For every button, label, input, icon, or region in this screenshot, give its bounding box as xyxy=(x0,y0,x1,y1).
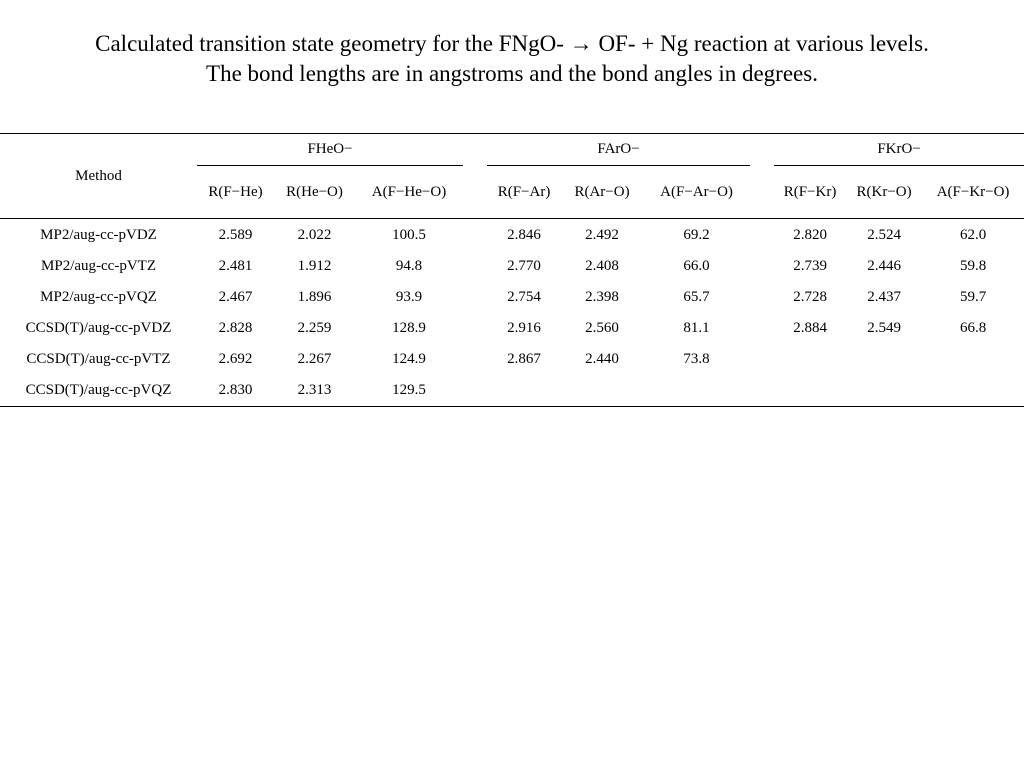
value-cell: 81.1 xyxy=(683,320,710,336)
method-cell: MP2/aug-cc-pVQZ xyxy=(40,289,157,305)
value-cell: 69.2 xyxy=(683,226,710,243)
value-cell: 2.524 xyxy=(867,226,901,243)
table-row xyxy=(0,313,1024,344)
value-cell: 2.916 xyxy=(507,320,541,336)
value-cell xyxy=(561,375,643,407)
table-row xyxy=(0,282,1024,313)
caption-line-1: Calculated transition state geometry for the FNgO- → OF- + Ng reaction at various levels. xyxy=(95,31,929,56)
col-header-r-kr-o: R(Kr−O) xyxy=(846,166,922,219)
value-cell: 2.828 xyxy=(218,320,253,336)
table-caption xyxy=(0,29,1024,89)
group-spacer xyxy=(463,344,487,375)
value-cell: 59.7 xyxy=(959,289,987,305)
value-cell: 59.8 xyxy=(959,258,987,274)
group-header-fkro: FKrO− xyxy=(774,134,1024,166)
col-header-r-f-ar: R(F−Ar) xyxy=(487,166,561,219)
value-cell: 129.5 xyxy=(355,375,463,407)
group-header-fheo: FHeO− xyxy=(197,134,463,166)
value-cell: 2.549 xyxy=(867,320,901,336)
value-cell: 2.692 xyxy=(218,351,253,367)
value-cell: 1.912 xyxy=(297,258,332,274)
caption-line-2: The bond lengths are in angstroms and the bond angles in degrees. xyxy=(206,61,818,86)
col-header-r-f-he: R(F−He) xyxy=(197,166,274,219)
value-cell: 2.492 xyxy=(585,226,619,243)
value-cell: 73.8 xyxy=(683,351,710,367)
group-spacer xyxy=(750,134,774,166)
value-cell: 1.896 xyxy=(297,289,332,305)
value-cell: 2.560 xyxy=(585,320,619,336)
group-spacer xyxy=(463,313,487,344)
col-header-r-he-o: R(He−O) xyxy=(274,166,355,219)
value-cell: 2.267 xyxy=(297,351,332,367)
geometry-table xyxy=(0,133,1024,407)
value-cell: 93.9 xyxy=(395,289,423,305)
group-spacer xyxy=(750,251,774,282)
table-row xyxy=(0,344,1024,375)
value-cell xyxy=(922,375,1024,407)
value-cell: 124.9 xyxy=(392,351,426,367)
group-spacer xyxy=(463,219,487,252)
method-cell: CCSD(T)/aug-cc-pVTZ xyxy=(26,351,171,367)
table-row xyxy=(0,375,1024,407)
group-spacer xyxy=(750,282,774,313)
value-cell: 65.7 xyxy=(683,289,710,305)
value-cell xyxy=(846,375,922,407)
value-cell: 2.467 xyxy=(218,289,253,305)
value-cell: 2.884 xyxy=(793,320,827,336)
value-cell: 2.481 xyxy=(218,258,253,274)
group-spacer xyxy=(750,313,774,344)
col-header-a-f-kr-o: A(F−Kr−O) xyxy=(922,166,1024,219)
table-row xyxy=(0,219,1024,252)
value-cell: 2.867 xyxy=(507,351,541,367)
value-cell: 2.022 xyxy=(297,226,332,243)
value-cell: 66.8 xyxy=(959,320,987,336)
group-header-faro: FArO− xyxy=(487,134,750,166)
value-cell: 2.313 xyxy=(274,375,355,407)
method-cell: CCSD(T)/aug-cc-pVDZ xyxy=(25,320,172,336)
group-spacer xyxy=(463,251,487,282)
value-cell: 2.408 xyxy=(585,258,619,274)
value-cell: 2.830 xyxy=(197,375,274,407)
value-cell: 2.259 xyxy=(297,320,332,336)
group-spacer xyxy=(750,166,774,219)
value-cell: 62.0 xyxy=(959,226,987,243)
value-cell: 2.846 xyxy=(507,226,541,243)
value-cell: 2.754 xyxy=(507,289,541,305)
value-cell xyxy=(487,375,561,407)
value-cell xyxy=(922,344,1024,375)
col-header-r-f-kr: R(F−Kr) xyxy=(774,166,846,219)
group-spacer xyxy=(463,375,487,407)
value-cell xyxy=(846,344,922,375)
value-cell xyxy=(643,375,750,407)
value-cell: 2.739 xyxy=(793,258,827,274)
group-spacer xyxy=(750,344,774,375)
value-cell xyxy=(774,344,846,375)
group-spacer xyxy=(463,134,487,166)
value-cell: 94.8 xyxy=(395,258,423,274)
value-cell: 2.446 xyxy=(867,258,901,274)
col-header-a-f-ar-o: A(F−Ar−O) xyxy=(643,166,750,219)
group-spacer xyxy=(750,375,774,407)
value-cell: 2.440 xyxy=(585,351,619,367)
value-cell xyxy=(774,375,846,407)
value-cell: 66.0 xyxy=(683,258,710,274)
group-spacer xyxy=(750,219,774,252)
value-cell: 2.820 xyxy=(793,226,827,243)
col-header-r-ar-o: R(Ar−O) xyxy=(561,166,643,219)
value-cell: 128.9 xyxy=(392,320,426,336)
group-spacer xyxy=(463,282,487,313)
method-header: Method xyxy=(0,134,197,219)
method-cell: MP2/aug-cc-pVTZ xyxy=(41,258,156,274)
value-cell: 2.728 xyxy=(793,289,827,305)
method-cell: CCSD(T)/aug-cc-pVQZ xyxy=(0,375,197,407)
value-cell: 2.770 xyxy=(507,258,541,274)
value-cell: 100.5 xyxy=(392,226,426,243)
table-row xyxy=(0,251,1024,282)
col-header-a-f-he-o: A(F−He−O) xyxy=(355,166,463,219)
value-cell: 2.437 xyxy=(867,289,901,305)
value-cell: 2.398 xyxy=(585,289,619,305)
method-cell: MP2/aug-cc-pVDZ xyxy=(40,226,157,243)
group-spacer xyxy=(463,166,487,219)
value-cell: 2.589 xyxy=(218,226,253,243)
